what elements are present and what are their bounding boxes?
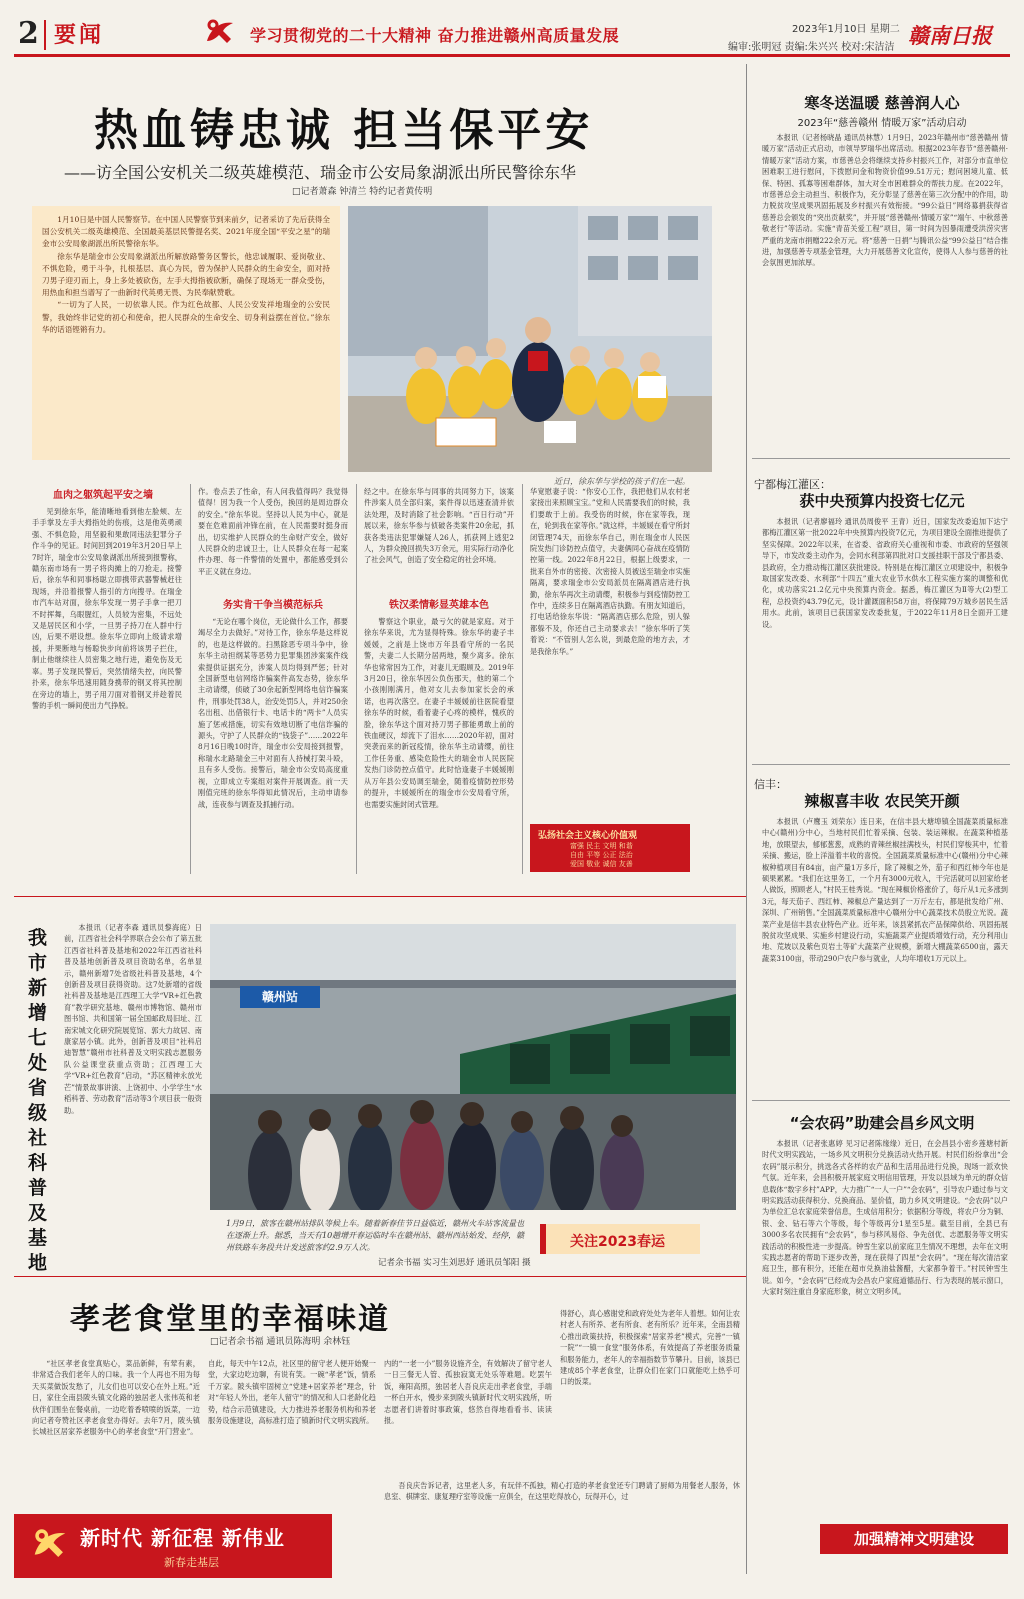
core-values-grid: 富强 民主 文明 和谐 自由 平等 公正 法治 爱国 敬业 诚信 友善 — [570, 842, 633, 868]
masthead-divider — [44, 20, 46, 50]
column-divider — [522, 484, 523, 874]
section-divider — [752, 1100, 1010, 1101]
story-kicker: 信丰： — [754, 778, 787, 791]
science-headline: 我市新增七处省级社科普及基地 — [28, 927, 48, 1274]
column-divider — [190, 484, 191, 874]
story-text: 本报讯（记者张惠婷 见习记者陈缘缘）近日，在会昌县小密乡莲塘村新时代文明实践站，一场乡风文明积分兑换活动火热开展。村民们纷纷拿出“会农码”展示积分，挑选各式各样的农产品和生活用品进行兑换，现场一派欢快气氛。近年来，会昌积极开展家庭文明信用管理，开发以县域为单元的群众信息载体“数字乡村”APP，大力推广“一人一户”“会农码”，引导农户通过参与文明实践活动获得积分、兑换商品、显价值，助力乡风文明建设。“会农码”以户为单位汇总农家庭荣誉信息，生成信用积分；依据积分等级，将农户分为铜、银、金、钻石等六个等级，每个等级再分1星至5星。截至目前，全县已有3000多名农民拥有“会农码”，参与移风易俗、争先创优、志愿服务等文明实践活动的积极性进一步提高。钟雪生家以前家庭卫生情况不理想，去年在文明实践志愿者的帮助下逐步改善，现在获得了四星“会农码”。“现在每次清洁家庭卫生，都有积分，还能在超市兑换油盐酱醋，大家都争着干。”村民钟雪生说。如今，“会农码”已经成为会昌农户家庭道德品行、行为表现的展示窗口，大家时刻注重自身家庭形象，树立文明乡风。 — [762, 1139, 1008, 1297]
lead-col3-heading: 铁汉柔情彰显英雄本色 — [389, 600, 489, 611]
story-title: 辣椒喜丰收 农民笑开颜 — [804, 792, 960, 810]
page-number: 2 — [18, 16, 39, 51]
lead-subtitle: ——访全国公安机关二级英雄模范、瑞金市公安局象湖派出所民警徐东华 — [64, 163, 577, 182]
story-text: 本报讯（卢鹰玉 刘荣东）连日来，在信丰县大塘埠镇全国蔬菜质量标准中心(赣州)分中心，当地村民们忙着采摘、包装、装运辣椒。在蔬菜种植基地，放眼望去，郁郁葱葱，成熟的青辣丝椒挂满枝头，村民们穿梭其中，忙着采摘、搬运，脸上洋溢着丰收的喜悦。全国蔬菜质量标准中心(赣州)分中心辣椒种植项目有84亩，亩产量1万多斤，除了辣椒之外，茄子和西红柿今年也是硕果累累。“我们在这里务工，一个月有3000元收入，干完活就可以回家给老人做饭，照顾老人，”村民王桂秀说。“现在辣椒价格涨价了，每斤从1元多涨到3元，每天茄子、西红柿、辣椒总产量达到了一万斤左右，都是批发给广州、深圳、广州销售。”全国蔬菜质量标准中心赣州分中心蔬菜技术员殷立光说。蔬菜产业是信丰县农业特色产业。近年来，该县紧抓农产品保障供给、巩固拓展脱贫攻坚成果、实施乡村建设行动，实施蔬菜产业提质增效行动，充分利用山地、荒坡以及紫色页岩土等矿大蔬菜产业规模，新增大棚蔬菜6500亩，露天蔬菜3100亩，带动290户农户参与就业，人均年增收1万元以上。 — [762, 817, 1008, 963]
lead-intro-box — [32, 206, 340, 460]
newspaper-logo: 赣南日报 — [908, 23, 992, 48]
canteen-title: 孝老食堂里的幸福味道 — [70, 1302, 390, 1337]
bottom-banner — [14, 1514, 332, 1578]
section-divider — [752, 764, 1010, 765]
story-subtitle: 2023年“慈善赣州 情暖万家”活动启动 — [797, 118, 967, 129]
story-title: 获中央预算内投资七亿元 — [799, 492, 965, 510]
party-emblem-icon — [203, 17, 237, 47]
lead-photo-caption: 近日，徐东华与学校的孩子们在一起。 — [554, 477, 690, 486]
canteen-text-2: 自此，每天中午12点，社区里的留守老人便开始聚一堂，大家边吃边聊，有说有笑。一碗“孝老”饭，情系千万家。陂头镇牢固树立“党建+居家养老”理念，针对“年轻人外出，老年人留守”的情况和人口老龄化趋势，结合示范镇建设，大力推进养老服务机构和养老服务设施建设，高标准打造了镇新时代文明实践所。 — [208, 1359, 376, 1426]
right-story-civility — [754, 1104, 1010, 1576]
right-rail-divider — [746, 64, 747, 1574]
issue-date: 2023年1月10日 星期二 — [792, 24, 900, 35]
core-values-banner — [530, 824, 690, 872]
masthead — [0, 0, 1024, 62]
column-divider — [356, 484, 357, 874]
core-values-title: 弘扬社会主义核心价值观 — [538, 831, 638, 841]
science-text: 本报讯（记者李森 通讯员黎海庭）日前，江西省社会科学界联合会公布了第五批江西省社科普及基地和2022年江西省社科普及基地创新普及项目资助名单，名单显示，赣州新增7处省级社科普及基地，4个创新普及项目获得资助。这7处新增的省级社科普及基地是江西理工大学“VR+红色教育”教学研究基地、赣州市博物馆、赣州市图书馆、共和国第一届全国邮政局旧址、江南宋城文化研究院展览馆、郭大力故居、南康家居小镇。此外，创新普及项目“社科启迪智慧”赣州市社科普及文明实践志愿服务队公益课堂获重点资助；江西理工大学“VR+红色教育”启动，“苏区精神永放光芒”情景故事讲演、上饶初中、小学学生“水稻科普、劳动教育”活动等3个项目获一般资助。 — [64, 923, 202, 1115]
lead-intro-paragraph: 1月10日是中国人民警察节。在中国人民警察节到来前夕，记者采访了先后获得全国公安机关二级英雄模范、全国最美基层民警提名奖、2021年度全国“平安之星”的瑞金市公安局象湖派出所民警徐东华。 — [42, 215, 330, 249]
canteen-text-5: 吾良庆告诉记者，这里老人多，有玩伴不孤独，精心打造的孝老食堂还专门聘请了厨师为用餐老人服务，休息室、棋牌室、康复理疗室等设施一应俱全，在这里吃得放心，玩得开心，过 — [384, 1481, 740, 1502]
right-story-irrigation — [754, 462, 1010, 762]
masthead-slogan: 学习贯彻党的二十大精神 奋力推进赣州高质量发展 — [250, 26, 620, 45]
science-story — [14, 902, 204, 1272]
lead-col2-heading: 务实肯干争当模范标兵 — [223, 600, 323, 611]
story-kicker: 宁都梅江灌区： — [754, 478, 831, 491]
canteen-text-3: 内的“一老一小”服务设施齐全，有效解决了留守老人一日三餐无人管、孤独寂寞无处乐等难题。吃罢午饭，雍阳高照，独居老人吾良庆走出孝老食堂，手端一杯白开水，慢步来到陂头镇新时代文明实践所，听志愿者们讲着时事政策，悠然自得地看看书、读读报。 — [384, 1359, 552, 1426]
right-story-pepper — [754, 766, 1010, 1096]
lead-intro-paragraph: “一切为了人民，一切依靠人民。作为红色故都、人民公安发祥地瑞金的公安民警，我始终非记党的初心和使命，把人民群众的生命安全、切身利益摆在首位。”徐东华的话语铿锵有力。 — [42, 300, 330, 334]
lead-byline: □记者萧森 钟清兰 特约记者黄传明 — [292, 187, 433, 197]
section-divider — [14, 1276, 746, 1277]
station-photo — [210, 924, 736, 1210]
bottom-banner-main: 新时代 新征程 新伟业 — [80, 1526, 285, 1550]
lead-col1-text: 见到徐东华，能清晰地看到他左脸颊、左手手掌及左手大拇指处的伤痕，这是他英勇顽强、不惧危险，用坚毅和果敢同违法犯罪分子作斗争的见证。时间回到2019年3月20日早上7时许，瑞金市公安局象湖派出所接到报警称，赣东南市场有一男子将肉摊上的刀抢走。接警后，徐东华和同事杨聪立即携带武器警械赶往现场，并沿着报警人指引的方向搜寻。在瑞金市汽车站对面，徐东华发现一男子手拿一把刀不时挥舞，乌眼腥红，人员较为密集，不远处又是居民区和小学，一旦男子持刀在人群中行凶，后果不堪设想。徐东华立即向上级请求增援，并果断地与杨聪快步向前将该男子拦住，制止他继续往人员密集之地行进，避免伤及无辜。男子发现民警后，突然情绪失控，向民警扑来，徐东华迅速用随身携带的钢叉将其控制在旁边的墙上，男子用刀面对着钢叉并趁着民警的手机一瞬间使出力气挣脱。 — [32, 507, 182, 710]
spring-travel-tag-label: 关注2023春运 — [570, 1234, 665, 1250]
lead-col2-text-b: “无论在哪个岗位，无论做什么工作，都要竭尽全力去做好。”对待工作，徐东华是这样说的，也是这样做的。扫黑除恶专项斗争中，徐东华主动担纲某等恶势力犯罪集团涉案案件线索提供证据充分，涉案人员均得到严惩；针对全国新型电信网络诈骗案件高发态势，徐东华主动请缨，侦破了30余起新型网络电信诈骗案件，刑事处罚38人，治安处罚5人，并对250余名出租、出借银行卡、电话卡的“两卡”人员实施了惩戒措施，切实有效地切断了电信诈骗的源头，守护了人民群众的“钱袋子”……2022年8月16日晚10时许，瑞金市公安局接到报警，称瑞水北路瑞金三中对面有人持械打架斗殴，且有多人受伤。接警后，瑞金市公安局高度重视，立即成立专案组对案件开展调查。前一天刚值完班的徐东华得知此情况后，主动申请参战，连夜参与调查及抓捕行动。 — [198, 617, 348, 809]
canteen-story — [14, 1280, 746, 1520]
spring-travel-tag — [540, 1224, 700, 1254]
station-sign: 赣州站 — [261, 990, 298, 1004]
lead-col4-text: 华宽慰妻子说：“你安心工作，我把他们从农村老家接出来照顾宝宝。”党和人民需要我们的时候，我们要敢于上前。我受伤的时候，你在家等我，现在，轮到我在家等你。”就这样，丰媛媛在看守所封闭管理74天，而徐东华自己，则在瑞金市人民医院发热门诊防控点值守，夫妻俩同心奋战在疫情防控第一线。2022年8月22日，根据上级要求，一批来自外市的密接、次密接人员被送至瑞金市实施隔离，要求瑞金市公安局派员在隔离酒店进行执勤，徐东华再次主动请缨，积极参与到疫情防控工作中，连续多日在隔离酒店执勤。有朋友知道后，打电话给徐东华说：“隔离酒店那么危险，别人躲都躲不及，你还自己主动要求去！”徐东华听了笑着说：“不管别人怎么说，到最危险的地方去，才是我徐东华。” — [530, 487, 690, 656]
bottom-banner-sub: 新春走基层 — [164, 1556, 219, 1569]
masthead-rule — [14, 54, 1010, 57]
lead-col1-heading: 血肉之躯筑起平安之墙 — [53, 490, 153, 501]
lead-photo — [348, 206, 712, 472]
party-emblem-icon — [30, 1524, 70, 1564]
civility-banner: 加强精神文明建设 — [820, 1524, 1008, 1554]
story-text: 本报讯（记者杨晓晶 通讯员林慧）1月9日，2023年赣州市“慈善赣州 情暖万家”活动正式启动，市领导罗瑞华出席活动。根据2023年春节“慈善赣州·情暖万家”活动方案，市慈善总会将继续支持乡村振兴工作，对部分市直单位困难职工进行慰问，下拨慰问金和物资价值99.51万元；慰问困境儿童、低保、特困、孤寡等困难群体，加大对全市困难群众的帮扶力度。在2022年，市慈善总会主动担当、积极作为，充分彰显了慈善在第三次分配中的作用，助力脱贫攻坚成果巩固拓展及乡村振兴有效衔接。“99公益日”网络募捐获得省慈善总会颁发的“突出贡献奖”，并开展“慈善赣州·情暖万家”“端午、中秋慈善敬老行”等活动。实施“青苗关爱工程”项目，第一时间为因暴雨遭受洪涝灾害严重的龙南市捐赠222余万元。将“慈善一日捐”与腾讯公益“99公益日”结合推进，加强慈善专项基金管理，大力开展慈善文化宣传，使得人人参与慈善的社会氛围更加浓厚。 — [762, 133, 1008, 268]
canteen-text-1: “社区孝老食堂真贴心，菜品新鲜，有荤有素，非常适合我们老年人的口味。我一个人再也不用为每天买菜做饭发愁了，儿女们也可以安心在外上班。”近日，家住全南县陂头镇文化路的独居老人张伟英和老伙伴们围坐在餐桌前，一边吃着香喷喷的饭菜，一边向记者夸赞社区孝老食堂办得好。去年7月，陂头镇长城社区居家养老服务中心的孝老食堂“开门营业”。 — [32, 1359, 200, 1437]
section-divider — [752, 458, 1010, 459]
section-label: 要闻 — [54, 23, 105, 48]
story-text: 本报讯（记者廖福玲 通讯员周俊平 王青）近日，国家发改委追加下达宁都梅江灌区第一批2022年中央预算内投资7亿元，为项目建设全面推进提供了坚实保障。2022年以来，在省委、省政府关心重视和市委、市政府的坚强领导下，市发改委主动作为，会同水利部第四批对口支援挂职干部及宁都县委、县政府，全力推动梅江灌区获批建设。特别是在梅江灌区立项建设中，积极争取国家发改委、水利部“十四五”重大农业节水供水工程实施方案的调整和优化，成功落实21.2亿元中央预算内资金。据悉，梅江灌区为Ⅱ等大(2)型工程，总投资约43.79亿元，设计灌溉面积58万亩，将保障79万城乡居民生活用水。此前，该项目已获国家发改委批复，于2022年11月8日全面开工建设。 — [762, 517, 1008, 629]
story-title: 寒冬送温暖 慈善润人心 — [804, 94, 960, 112]
canteen-text-4: 得舒心，真心感谢党和政府处处为老年人着想。如何让农村老人有所养、老有所食、老有所乐？近年来，全南县精心推出政策扶持，积极探索“居家养老”模式，完善“一镇一院”“一镇一食堂”服务体系，有效提高了养老服务质量和服务能力，老年人的幸福指数节节攀升。目前，该县已建成85个孝老食堂，让群众们在家门口就能吃上热乎可口的饭菜。 — [560, 1309, 740, 1387]
story-title: “会农码”助建会昌乡风文明 — [789, 1114, 975, 1132]
lead-col3-text: 经之中。在徐东华与同事的共同努力下，该案件涉案人员全部归案，案件得以迅速查清并依法处理，及时消除了社会影响。“百日行动”开展以来，徐东华参与侦破各类案件20余起，抓获各类违法犯罪嫌疑人26人，抓获网上逃犯2人，为群众挽回损失3万余元，用实际行动净化了社会风气，创造了安全稳定的社会环境。 — [364, 487, 514, 565]
section-divider — [14, 896, 746, 897]
lead-col3-text-b: 警察这个职业，最亏欠的就是家庭。对于徐东华来说，尤为显得特殊。徐东华的妻子丰媛媛，之前是上饶市万年县看守所的一名民警，夫妻二人长期分居两地，聚少离多。徐东华也常常因为工作，对妻儿无暇顾及。2019年3月20日，徐东华因公负伤那天，他的第二个小孩刚刚满月，他对女儿去参加家长会的承诺，也再次落空。在妻子丰媛媛前往医院看望徐东华的时候，看着妻子心疼的模样，愧疚的脸，徐东华这个面对持刀男子都能勇敢上前的铁血硬汉，却流下了泪水……2020年初，面对突袭而来的新冠疫情，徐东华主动请缨，前往工作任务重、感染危险性大的瑞金市人民医院发热门诊防控点值守。此时恰逢妻子丰媛媛刚从万年县公安局调至瑞金，随着疫情防控形势的提升，丰媛媛所在的瑞金市公安局看守所，也需要实施封闭式管理。 — [364, 617, 514, 809]
station-caption: 1月9日，旅客在赣州站排队等候上车。随着新春佳节日益临近，赣州火车站客流量也在逐渐上升。据悉，当天有10趟增开春运临时车在赣州站、赣州西站始发、经停，赣州铁路车务段共计发送旅客约2.9万人次。 — [226, 1219, 525, 1252]
editors-line: 编审:张明冠 责编:朱兴兴 校对:宋洁洁 — [728, 42, 895, 53]
canteen-byline: □记者余书福 通讯员陈海明 余林钰 — [210, 1337, 351, 1347]
lead-title: 热血铸忠诚 担当保平安 — [94, 105, 594, 156]
station-credit: 记者余书福 实习生刘思妤 通讯员邹阳 摄 — [378, 1258, 531, 1268]
lead-story — [14, 64, 746, 892]
lead-col2-text: 作。卷点丢了性命，有人问我值得吗？我觉得值得！因为我一个人受伤，换回的是周边群众的安全。”徐东华说。坚持以人民为中心，就是要在危难面前冲锋在前，在人民需要时挺身而出，切实维护人民群众的生命财产安全，做好人民群众的忠诚卫士，让人民群众在每一起案件办理、每一件警情的处置中，都能感受到公平正义就在身边。 — [198, 487, 348, 576]
right-story-charity — [754, 64, 1010, 452]
lead-intro-paragraph: 徐东华是瑞金市公安局象湖派出所解放路警务区警长，他忠诚履职、爱岗敬业、不惧危险，勇于斗争，扎根基层、真心为民，曾为保护人民群众的生命安全，面对持刀男子迎刃而上，身上多处被砍伤，左手大拇指被砍断，确保了现场无一群众受伤，用热血和担当谱写了一曲新时代英勇无畏、为民奉献赞歌。 — [42, 251, 330, 298]
